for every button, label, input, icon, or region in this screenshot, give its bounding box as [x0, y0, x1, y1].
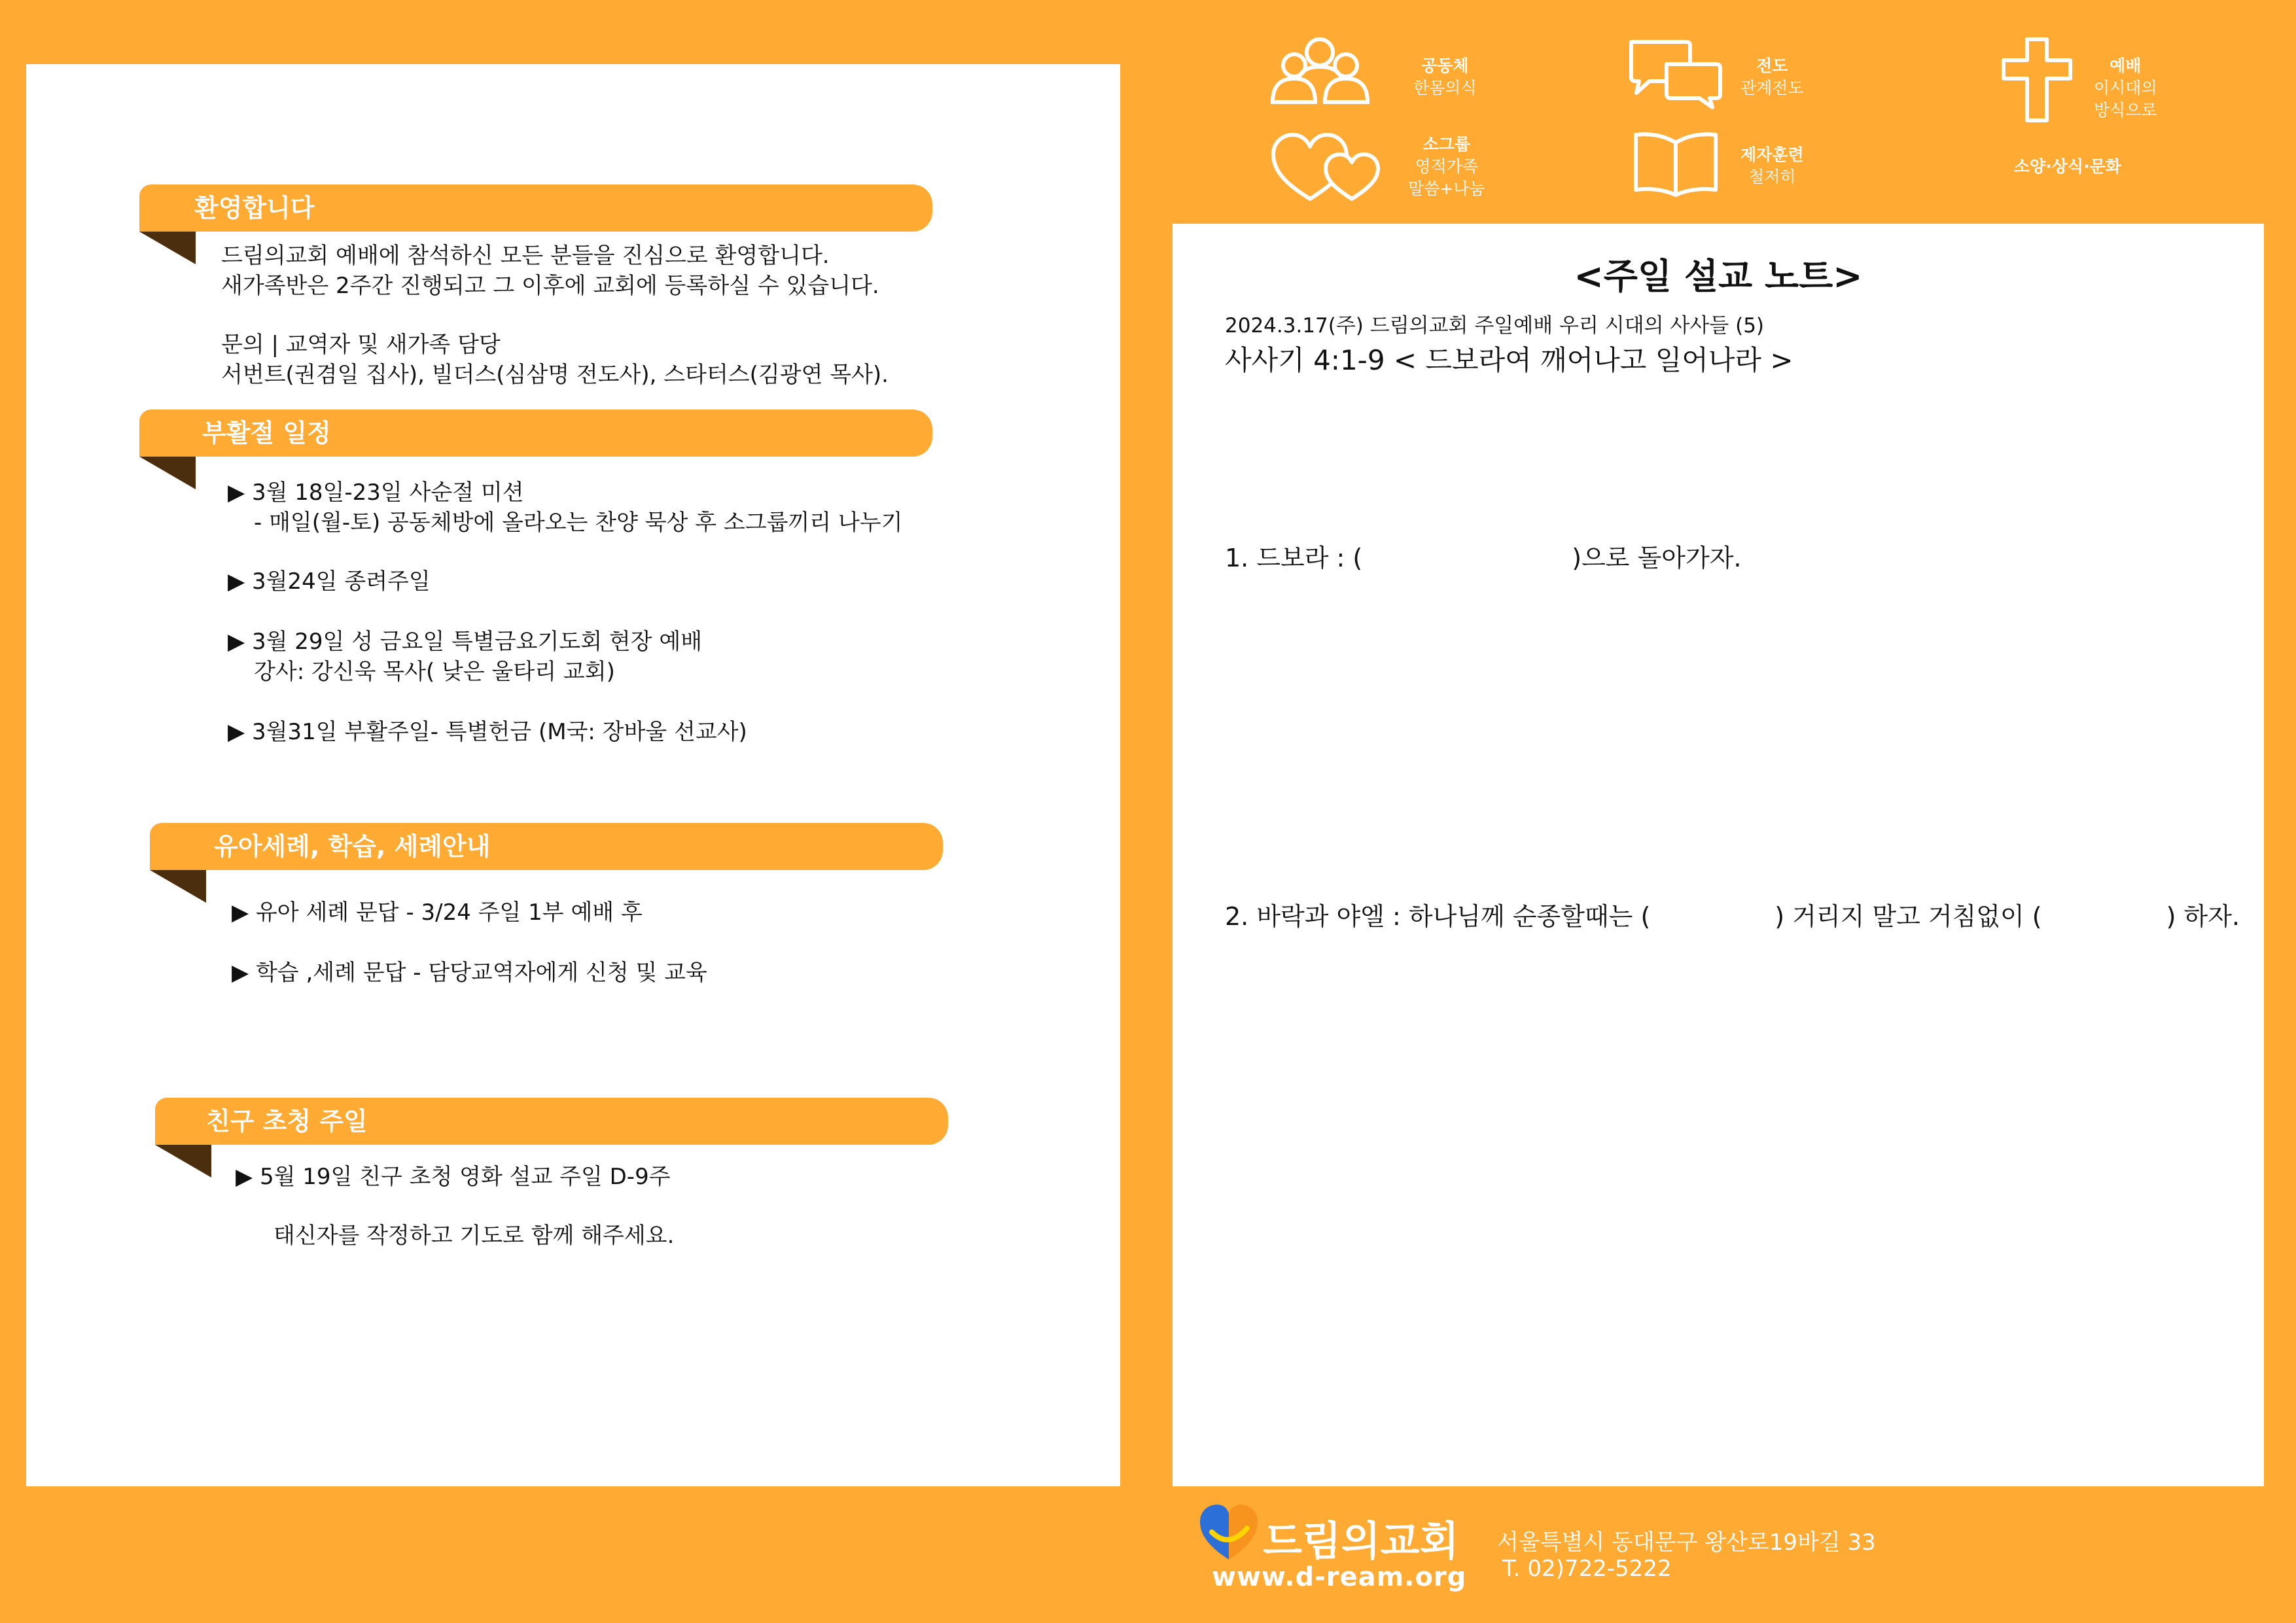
culture-title: 소양·상식·문화	[2014, 157, 2121, 176]
community-label	[1413, 55, 1477, 99]
evangelism-sub: 관계전도	[1740, 79, 1804, 97]
question-1-prefix: 1. 드보라 : (	[1225, 544, 1363, 572]
easter-heading: 부활절 일정	[139, 410, 932, 457]
sermon-note-title: <주일 설교 노트>	[1574, 256, 1863, 297]
smallgroup-label	[1408, 133, 1485, 200]
worship-label	[2094, 55, 2157, 122]
question-2-mid: ) 거리지 말고 거침없이 (	[1775, 902, 2042, 931]
easter-item-1: ▶ 3월 18일-23일 사순절 미션	[228, 480, 524, 506]
community-title: 공동체	[1421, 56, 1469, 75]
baptism-heading: 유아세례, 학습, 세례안내	[150, 823, 943, 870]
welcome-heading: 환영합니다	[139, 184, 932, 232]
welcome-line-1: 드림의교회 예배에 참석하신 모든 분들을 진심으로 환영합니다.	[221, 243, 830, 269]
ribbon-fold	[155, 1145, 211, 1178]
easter-item-3-sub: 강사: 강신욱 목사( 낮은 울타리 교회)	[254, 659, 615, 685]
welcome-contact-label: 문의 | 교역자 및 새가족 담당	[221, 332, 501, 358]
welcome-line-2: 새가족반은 2주간 진행되고 그 이후에 교회에 등록하실 수 있습니다.	[221, 273, 879, 299]
question-1	[1225, 538, 1741, 574]
easter-item-1-sub: - 매일(월-토) 공동체방에 올라오는 찬양 묵상 후 소그룹끼리 나누기	[254, 510, 903, 536]
easter-item-3: ▶ 3월 29일 성 금요일 특별금요기도회 현장 예배	[228, 629, 703, 655]
smallgroup-title: 소그룹	[1422, 135, 1470, 154]
baptism-item-1: ▶ 유아 세례 문답 - 3/24 주일 1부 예배 후	[232, 899, 643, 926]
question-2	[1225, 896, 2240, 932]
speech-bubbles-icon	[1626, 37, 1724, 110]
invite-item-2: 태신자를 작정하고 기도로 함께 해주세요.	[274, 1223, 675, 1249]
question-2-suffix: ) 하자.	[2166, 902, 2240, 931]
baptism-item-2: ▶ 학습 ,세례 문답 - 담당교역자에게 신청 및 교육	[232, 960, 707, 986]
sermon-date-line: 2024.3.17(주) 드림의교회 주일예배 우리 시대의 사사들 (5)	[1225, 314, 1765, 338]
worship-sub1: 이시대의	[2094, 79, 2157, 97]
welcome-contact-names: 서번트(권겸일 집사), 빌더스(심삼명 전도사), 스타터스(김광연 목사).	[221, 362, 889, 388]
church-url[interactable]: www.d-ream.org	[1212, 1562, 1467, 1592]
easter-item-2: ▶ 3월24일 종려주일	[228, 568, 431, 595]
ribbon-fold	[139, 232, 196, 264]
right-panel	[1173, 224, 2264, 1486]
evangelism-label	[1740, 55, 1804, 99]
invite-item-1: ▶ 5월 19일 친구 초청 영화 설교 주일 D-9주	[236, 1164, 671, 1190]
church-logo-icon	[1197, 1502, 1260, 1562]
worship-title: 예배	[2110, 56, 2142, 75]
worship-sub2: 방식으로	[2094, 101, 2157, 120]
discipleship-label	[1740, 144, 1804, 188]
invite-heading: 친구 초청 주일	[155, 1098, 948, 1145]
smallgroup-sub2: 말씀+나눔	[1408, 179, 1485, 198]
ribbon-fold	[150, 870, 206, 903]
community-icon	[1269, 37, 1371, 106]
ribbon-fold	[139, 457, 196, 489]
church-name-logo: 드림의교회	[1263, 1517, 1459, 1565]
evangelism-title: 전도	[1756, 56, 1788, 75]
question-1-suffix: )으로 돌아가자.	[1572, 544, 1742, 572]
easter-item-4: ▶ 3월31일 부활주일- 특별헌금 (M국: 장바울 선교사)	[228, 719, 747, 745]
discipleship-title: 제자훈련	[1740, 145, 1804, 164]
culture-label	[2014, 156, 2121, 178]
church-phone: T. 02)722-5222	[1502, 1556, 1672, 1582]
community-sub: 한몸의식	[1413, 79, 1477, 97]
smallgroup-sub1: 영적가족	[1415, 157, 1479, 176]
discipleship-sub: 철저히	[1748, 167, 1796, 186]
open-book-icon	[1632, 130, 1720, 198]
cross-icon	[2001, 37, 2073, 123]
church-address: 서울특별시 동대문구 왕산로19바길 33	[1497, 1529, 1876, 1556]
question-2-prefix: 2. 바락과 야엘 : 하나님께 순종할때는 (	[1225, 902, 1651, 931]
sermon-scripture: 사사기 4:1-9 < 드보라여 깨어나고 일어나라 >	[1225, 344, 1793, 376]
hearts-icon	[1269, 131, 1381, 204]
